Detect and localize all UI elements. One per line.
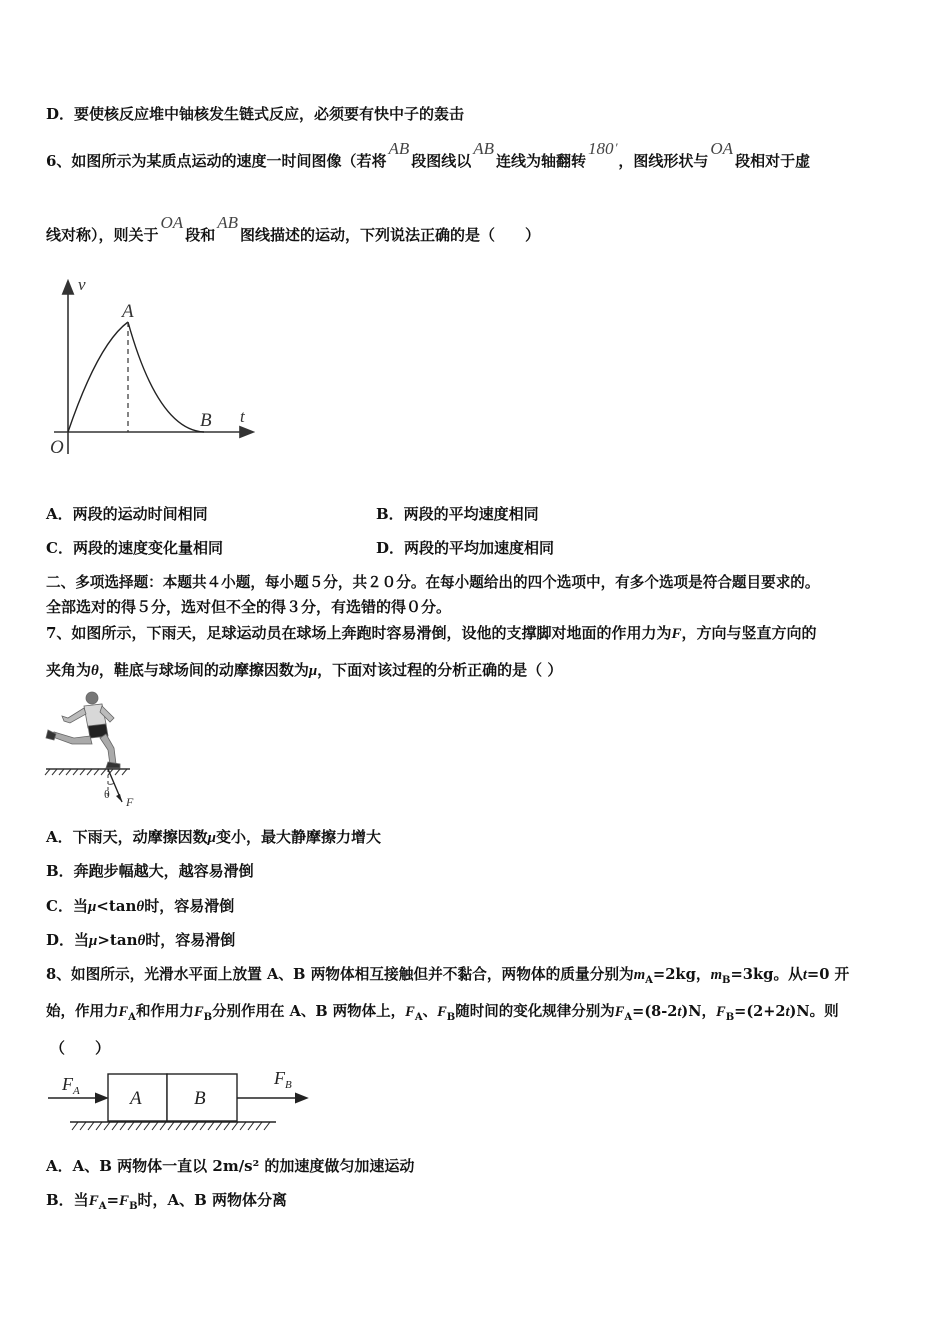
- q7-option-a[interactable]: A．下雨天，动摩擦因数μ变小，最大静摩擦力增大: [46, 828, 381, 846]
- curve-ab: [128, 322, 204, 432]
- floor-hatch: [72, 1122, 270, 1130]
- force-label: F: [126, 795, 134, 809]
- q8-blocks-figure: [44, 1066, 314, 1138]
- block-a-label: A: [130, 1088, 142, 1109]
- v-label: v: [78, 275, 86, 294]
- force-a-label: $F_A$: [62, 1074, 80, 1097]
- t-label: t: [240, 407, 245, 426]
- q8-stem-line2: 始，作用力$F_A$和作用力$F_B$分别作用在 A、B 两物体上，$F_A$、$F_B$随时间的变化规律分别为$F_A=(8-2t)N$，$F_B=(2+2t)N$。则: [46, 1003, 839, 1023]
- q8-paren: （ ）: [50, 1039, 111, 1057]
- q6-option-c[interactable]: C．两段的速度变化量相同: [46, 539, 223, 557]
- ground-hatch: [45, 769, 127, 775]
- math-ab: AB: [388, 139, 410, 158]
- q6-option-b[interactable]: B．两段的平均速度相同: [376, 505, 539, 523]
- q6-option-a[interactable]: A．两段的运动时间相同: [46, 505, 208, 523]
- origin-label: O: [50, 437, 64, 458]
- q7-stem-line1: 7、如图所示，下雨天，足球运动员在球场上奔跑时容易滑倒，设他的支撑脚对地面的作用力为F，方向与竖直方向的: [46, 624, 817, 642]
- section2-heading-line2: 全部选对的得５分，选对但不全的得３分，有选错的得０分。: [46, 598, 452, 616]
- q7-stem-line2: 夹角为θ，鞋底与球场间的动摩擦因数为μ，下面对该过程的分析正确的是（ ）: [46, 661, 563, 679]
- q6-vt-graph: [40, 272, 260, 467]
- theta-label: θ: [104, 787, 110, 801]
- q8-option-b[interactable]: B．当$F_A=F_B$时，A、B 两物体分离: [46, 1191, 288, 1212]
- q8-option-a[interactable]: A．A、B 两物体一直以 2m/s² 的加速度做匀加速运动: [46, 1157, 415, 1175]
- q8-stem-line1: 8、如图所示，光滑水平面上放置 A、B 两物体相互接触但并不黏合，两物体的质量分别为$m_A=2kg$，$m_B=3kg$。从t=0 开: [46, 966, 850, 986]
- block-b-label: B: [194, 1088, 206, 1109]
- q7-option-d[interactable]: D．当μ>tanθ时，容易滑倒: [46, 931, 236, 949]
- point-a-label: A: [122, 301, 134, 322]
- curve-oa: [68, 322, 128, 432]
- q6-stem-line2: 线对称），则关于OA段和AB图线描述的运动，下列说法正确的是（ ）: [46, 213, 540, 244]
- q7-option-c[interactable]: C．当μ<tanθ时，容易滑倒: [46, 897, 235, 915]
- q7-option-b[interactable]: B．奔跑步幅越大，越容易滑倒: [46, 862, 254, 880]
- q6-option-d[interactable]: D．两段的平均加速度相同: [376, 539, 555, 557]
- runner-icon: [46, 692, 120, 768]
- section2-heading-line1: 二、多项选择题：本题共４小题，每小题５分，共２０分。在每小题给出的四个选项中，有多个选项是符合题目要求的。: [46, 574, 820, 591]
- q5-option-d: D．要使核反应堆中铀核发生链式反应，必须要有快中子的轰击: [46, 105, 465, 123]
- point-b-label: B: [200, 410, 212, 431]
- q6-stem-line1: 6、如图所示为某质点运动的速度一时间图像（若将AB段图线以AB连线为轴翻转180 ′，图线形状与OA段相对于虚: [46, 139, 811, 170]
- q7-runner-figure: [44, 688, 144, 810]
- force-b-label: $F_B$: [274, 1068, 292, 1091]
